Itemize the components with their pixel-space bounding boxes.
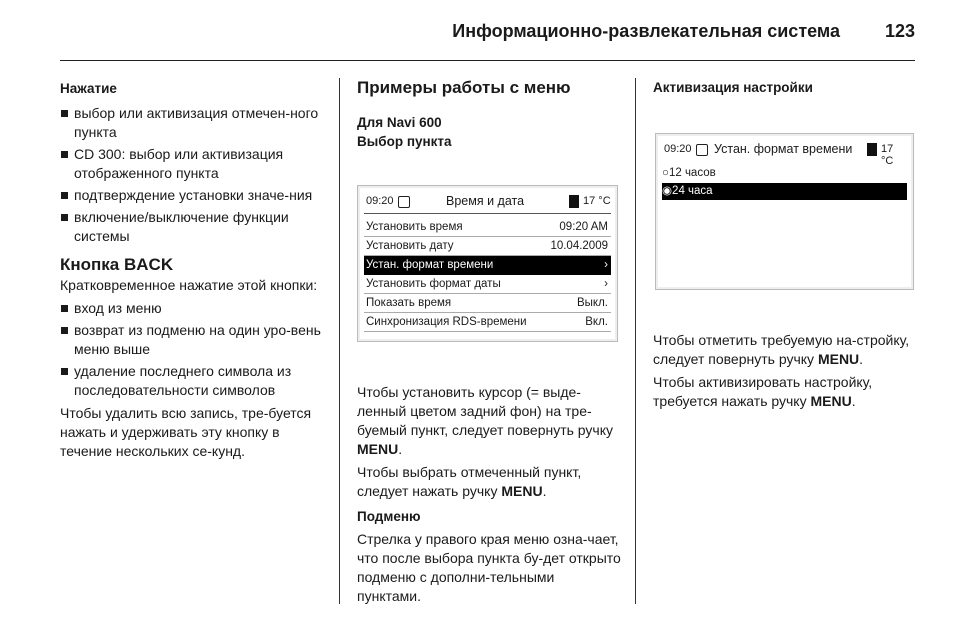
page-number: 123 [884, 21, 915, 41]
submenu-arrow-icon: › [604, 278, 608, 290]
column-left [60, 79, 324, 465]
screen-title: Устан. формат времени [714, 142, 853, 156]
menu-row-label: Установить время [366, 221, 463, 233]
clock-icon [696, 144, 708, 156]
column-middle [357, 77, 619, 157]
screen-time: 09:20 [664, 143, 692, 155]
navi-screen-time-date [357, 185, 618, 342]
back-list [60, 299, 324, 400]
navi-heading: Для Navi 600 [357, 115, 442, 130]
menu-knob-label: MENU [501, 483, 543, 499]
activate-setting-heading: Активизация настройки [653, 80, 813, 95]
option-12h[interactable] [662, 165, 907, 182]
activate-instruction: Чтобы активизировать настройку, требуется нажать ручку MENU. [653, 374, 873, 409]
menu-row-value: 10.04.2009 [550, 240, 608, 252]
menu-row-value: Вкл. [585, 316, 608, 328]
menu-row[interactable] [364, 313, 611, 332]
screen-title: Время и дата [446, 194, 525, 208]
list-item: вход из меню [60, 299, 324, 318]
page-header-title: Информационно-развлекательная система [452, 21, 840, 41]
menu-knob-label: MENU [357, 441, 399, 457]
header-rule [60, 60, 915, 61]
submenu-text: Стрелка у правого края меню озна-чает, что после выбора пункта бу-дет открыто подменю с дополни-тельными пунктами. [357, 531, 621, 604]
option-label: 24 часа [672, 185, 713, 197]
list-item: выбор или активизация отмечен-ного пункта [60, 104, 324, 142]
select-instruction: Чтобы выбрать отмеченный пункт, следует нажать ручку MENU. [357, 464, 582, 499]
clock-icon [398, 196, 410, 208]
press-heading: Нажатие [60, 81, 117, 96]
menu-row-label: Синхронизация RDS-времени [366, 316, 527, 328]
screen-status-bar [364, 193, 611, 214]
menu-examples-heading: Примеры работы с меню [357, 78, 571, 97]
press-list [60, 104, 324, 246]
menu-row-label: Установить формат даты [366, 278, 501, 290]
column-right [653, 78, 915, 103]
option-label: 12 часов [668, 167, 716, 179]
cursor-instruction: Чтобы установить курсор (= выде-ленный цветом задний фон) на тре-буемый пункт, следует повернуть ручку MENU. [357, 384, 614, 457]
list-item: включение/выключение функции системы [60, 208, 324, 246]
menu-row-value: Выкл. [576, 297, 608, 309]
select-item-heading: Выбор пункта [357, 134, 452, 149]
thermometer-icon [867, 143, 877, 156]
column-divider-1 [339, 78, 340, 604]
list-item: CD 300: выбор или активизация отображенного пункта [60, 145, 324, 183]
screen-time: 09:20 [366, 195, 394, 207]
screen-temperature: 17 °C [583, 195, 611, 207]
screen-status-bar [662, 141, 907, 167]
menu-row-label: Устан. формат времени [366, 259, 494, 271]
radio-selected-icon: ◉ [662, 185, 673, 197]
menu-row[interactable] [364, 237, 611, 256]
option-24h-selected[interactable] [662, 183, 907, 200]
back-button-heading: Кнопка BACK [60, 255, 174, 274]
mark-setting-instruction: Чтобы отметить требуемую на-стройку, следует повернуть ручку MENU. [653, 332, 910, 367]
column-middle-text [357, 383, 621, 610]
list-item: подтверждение установки значе-ния [60, 186, 324, 205]
list-item: удаление последнего символа из последовательности символов [60, 362, 324, 400]
menu-knob-label: MENU [810, 393, 852, 409]
back-outro: Чтобы удалить всю запись, тре-буется нажать и удерживать эту кнопку в течение нескольких се-кунд. [60, 405, 312, 459]
menu-row[interactable] [364, 218, 611, 237]
thermometer-icon [569, 195, 579, 208]
menu-row-selected[interactable] [364, 256, 611, 275]
menu-row-label: Показать время [366, 297, 452, 309]
menu-row[interactable] [364, 294, 611, 313]
column-divider-2 [635, 78, 636, 604]
screen-temperature: 17 °C [881, 143, 894, 167]
back-intro: Кратковременное нажатие этой кнопки: [60, 277, 318, 293]
menu-knob-label: MENU [817, 351, 860, 367]
radio-empty-icon: ○ [662, 167, 669, 179]
menu-row-label: Установить дату [366, 240, 454, 252]
navi-screen-time-format [655, 133, 914, 290]
submenu-arrow-icon: › [604, 259, 608, 271]
list-item: возврат из подменю на один уро-вень меню выше [60, 321, 324, 359]
submenu-heading: Подменю [357, 509, 421, 524]
menu-row-value: 09:20 AM [559, 221, 608, 233]
menu-row[interactable] [364, 275, 611, 294]
column-right-text [653, 331, 915, 415]
